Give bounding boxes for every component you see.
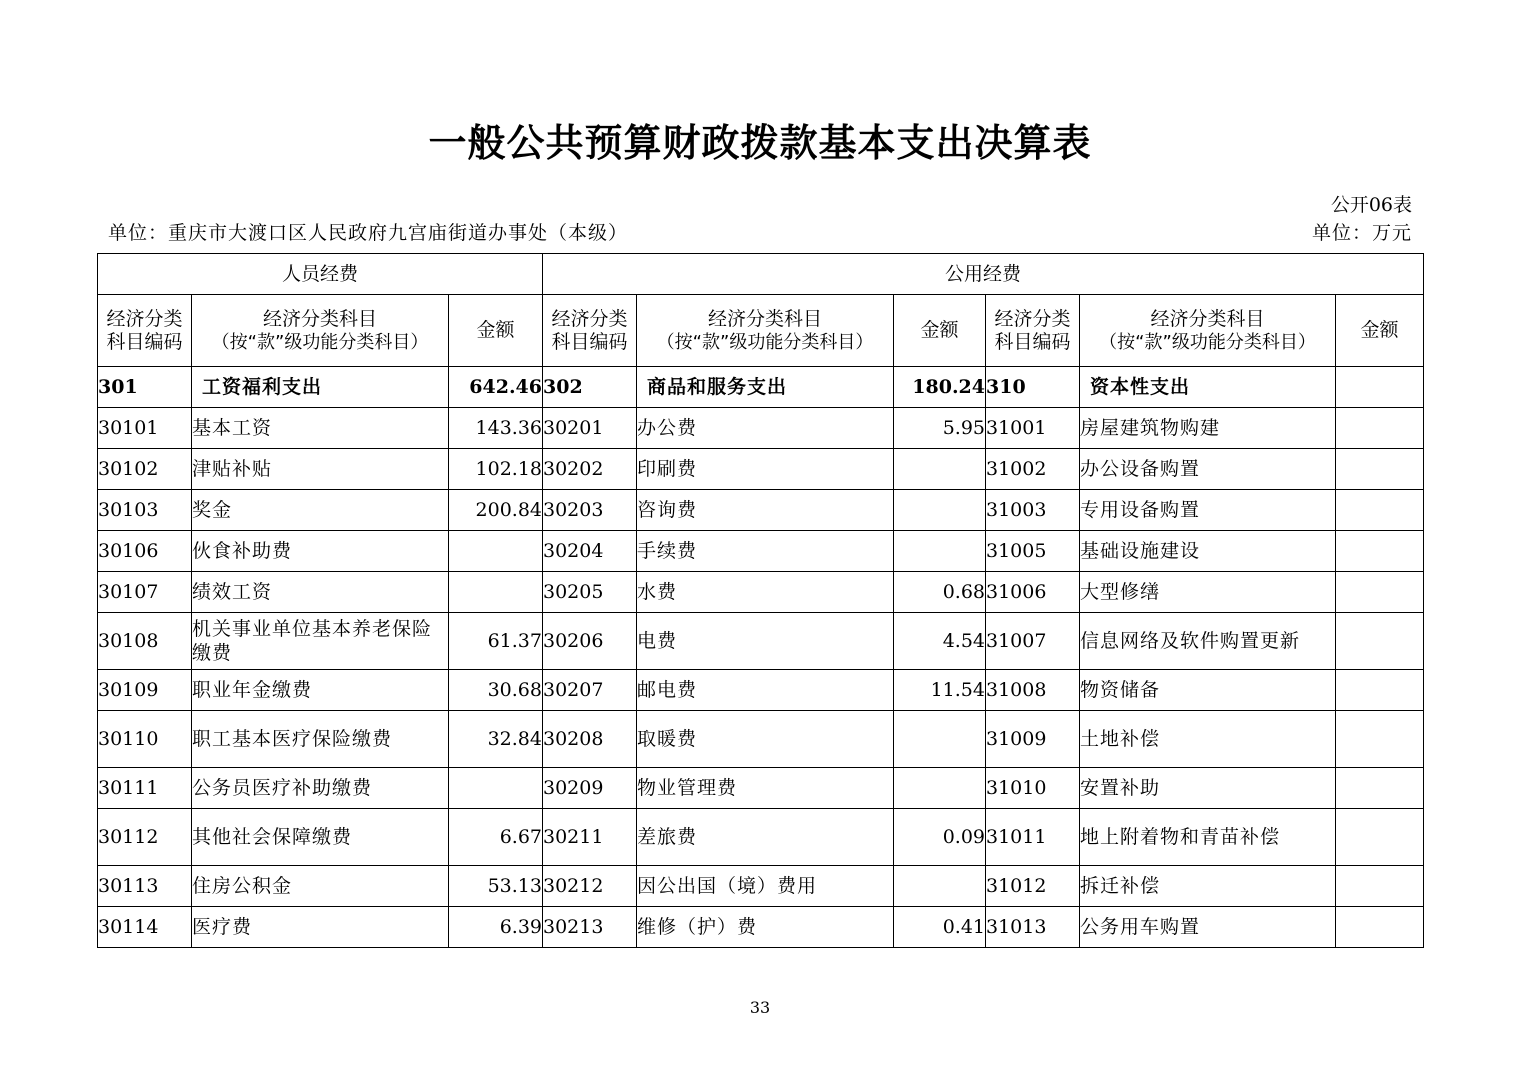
col-header-code-line2: 科目编码 [994, 330, 1071, 353]
amount-cell [894, 711, 986, 768]
item-name-cell: 公务员医疗补助缴费 [192, 768, 449, 809]
item-name-cell: 邮电费 [637, 670, 894, 711]
amount-cell [1336, 449, 1424, 490]
amount-cell: 32.84 [449, 711, 543, 768]
page-number: 33 [749, 998, 771, 1017]
code-cell: 30213 [543, 907, 637, 948]
amount-cell [1336, 367, 1424, 408]
code-cell: 30109 [98, 670, 192, 711]
amount-cell [1336, 768, 1424, 809]
table-row [98, 866, 1424, 907]
code-cell: 31013 [986, 907, 1080, 948]
item-name-cell: 商品和服务支出 [637, 367, 894, 408]
amount-cell: 53.13 [449, 866, 543, 907]
col-header-code-line2: 科目编码 [551, 330, 628, 353]
amount-cell: 180.24 [894, 367, 986, 408]
item-name-cell: 因公出国（境）费用 [637, 866, 894, 907]
code-cell: 31001 [986, 408, 1080, 449]
amount-cell [449, 531, 543, 572]
table-row [98, 490, 1424, 531]
amount-cell: 6.67 [449, 809, 543, 866]
col-header-code [543, 295, 637, 367]
item-name-cell: 拆迁补偿 [1080, 866, 1336, 907]
amount-cell: 30.68 [449, 670, 543, 711]
table-row [98, 613, 1424, 670]
item-name-cell: 印刷费 [637, 449, 894, 490]
item-name-cell: 住房公积金 [192, 866, 449, 907]
table-row [98, 531, 1424, 572]
amount-cell [1336, 613, 1424, 670]
item-name-cell: 取暖费 [637, 711, 894, 768]
amount-cell [1336, 907, 1424, 948]
code-cell: 30203 [543, 490, 637, 531]
item-name-cell: 奖金 [192, 490, 449, 531]
col-header-amount: 金额 [449, 295, 543, 367]
code-cell: 302 [543, 367, 637, 408]
item-name-cell: 职工基本医疗保险缴费 [192, 711, 449, 768]
amount-cell [894, 531, 986, 572]
code-cell: 30106 [98, 531, 192, 572]
amount-cell: 11.54 [894, 670, 986, 711]
page-title: 一般公共预算财政拨款基本支出决算表 [428, 121, 1092, 165]
amount-cell: 642.46 [449, 367, 543, 408]
col-header-name-line1: 经济分类科目 [707, 307, 822, 330]
code-cell: 30211 [543, 809, 637, 866]
code-cell: 31006 [986, 572, 1080, 613]
group-header-personnel: 人员经费 [98, 254, 543, 295]
item-name-cell: 职业年金缴费 [192, 670, 449, 711]
amount-cell [894, 768, 986, 809]
item-name-cell: 办公费 [637, 408, 894, 449]
code-cell: 30204 [543, 531, 637, 572]
amount-cell [1336, 531, 1424, 572]
item-name-cell: 咨询费 [637, 490, 894, 531]
item-name-cell: 电费 [637, 613, 894, 670]
amount-cell [894, 449, 986, 490]
code-cell: 31003 [986, 490, 1080, 531]
item-name-cell: 基础设施建设 [1080, 531, 1336, 572]
amount-cell: 0.09 [894, 809, 986, 866]
group-header-row [98, 254, 1424, 295]
code-cell: 30112 [98, 809, 192, 866]
item-name-cell: 机关事业单位基本养老保险缴费 [192, 613, 449, 670]
col-header-code-line1: 经济分类 [106, 307, 183, 330]
item-name-cell: 大型修缮 [1080, 572, 1336, 613]
code-cell: 30103 [98, 490, 192, 531]
code-cell: 30201 [543, 408, 637, 449]
group-header-public: 公用经费 [543, 254, 1424, 295]
item-name-cell: 医疗费 [192, 907, 449, 948]
item-name-cell: 办公设备购置 [1080, 449, 1336, 490]
item-name-cell: 基本工资 [192, 408, 449, 449]
table-row [98, 449, 1424, 490]
item-name-cell: 其他社会保障缴费 [192, 809, 449, 866]
col-header-amount: 金额 [1336, 295, 1424, 367]
table-row [98, 809, 1424, 866]
code-cell: 30206 [543, 613, 637, 670]
item-name-cell: 津贴补贴 [192, 449, 449, 490]
amount-cell [1336, 572, 1424, 613]
col-header-code-line2: 科目编码 [106, 330, 183, 353]
amount-cell: 61.37 [449, 613, 543, 670]
code-cell: 30202 [543, 449, 637, 490]
amount-cell: 200.84 [449, 490, 543, 531]
amount-cell [1336, 408, 1424, 449]
amount-cell: 0.68 [894, 572, 986, 613]
item-name-cell: 伙食补助费 [192, 531, 449, 572]
amount-cell: 143.36 [449, 408, 543, 449]
code-cell: 301 [98, 367, 192, 408]
code-cell: 31011 [986, 809, 1080, 866]
column-header-row [98, 295, 1424, 367]
col-header-name-line2: （按“款”级功能分类科目） [1099, 331, 1316, 353]
code-cell: 30212 [543, 866, 637, 907]
code-cell: 30113 [98, 866, 192, 907]
col-header-code [986, 295, 1080, 367]
item-name-cell: 维修（护）费 [637, 907, 894, 948]
col-header-name-line2: （按“款”级功能分类科目） [656, 331, 874, 353]
item-name-cell: 工资福利支出 [192, 367, 449, 408]
code-cell: 31008 [986, 670, 1080, 711]
amount-cell [1336, 711, 1424, 768]
code-cell: 31002 [986, 449, 1080, 490]
col-header-code [98, 295, 192, 367]
code-cell: 31007 [986, 613, 1080, 670]
item-name-cell: 差旅费 [637, 809, 894, 866]
amount-cell [894, 490, 986, 531]
item-name-cell: 信息网络及软件购置更新 [1080, 613, 1336, 670]
amount-cell [1336, 490, 1424, 531]
col-header-name [1080, 295, 1336, 367]
table-row [98, 768, 1424, 809]
item-name-cell: 手续费 [637, 531, 894, 572]
code-cell: 30108 [98, 613, 192, 670]
item-name-cell: 物资储备 [1080, 670, 1336, 711]
col-header-code-line1: 经济分类 [551, 307, 628, 330]
item-name-cell: 专用设备购置 [1080, 490, 1336, 531]
item-name-cell: 资本性支出 [1080, 367, 1336, 408]
col-header-code-line1: 经济分类 [994, 307, 1071, 330]
table-row [98, 408, 1424, 449]
table-row [98, 907, 1424, 948]
amount-cell [449, 572, 543, 613]
item-name-cell: 物业管理费 [637, 768, 894, 809]
item-name-cell: 水费 [637, 572, 894, 613]
code-cell: 310 [986, 367, 1080, 408]
amount-cell [1336, 866, 1424, 907]
item-name-cell: 绩效工资 [192, 572, 449, 613]
amount-cell: 5.95 [894, 408, 986, 449]
table-row [98, 367, 1424, 408]
col-header-name-line1: 经济分类科目 [1150, 307, 1265, 330]
currency-unit: 单位：万元 [1311, 222, 1412, 244]
code-cell: 30205 [543, 572, 637, 613]
col-header-amount: 金额 [894, 295, 986, 367]
item-name-cell: 安置补助 [1080, 768, 1336, 809]
item-name-cell: 地上附着物和青苗补偿 [1080, 809, 1336, 866]
item-name-cell: 房屋建筑物购建 [1080, 408, 1336, 449]
code-cell: 31012 [986, 866, 1080, 907]
code-cell: 30207 [543, 670, 637, 711]
table-row [98, 670, 1424, 711]
col-header-name-line2: （按“款”级功能分类科目） [211, 331, 429, 353]
reporting-unit: 单位：重庆市大渡口区人民政府九宫庙街道办事处（本级） [108, 222, 629, 244]
code-cell: 30114 [98, 907, 192, 948]
table-row [98, 572, 1424, 613]
code-cell: 30107 [98, 572, 192, 613]
table-row [98, 711, 1424, 768]
col-header-name [192, 295, 449, 367]
expenditure-table [97, 253, 1424, 948]
amount-cell: 4.54 [894, 613, 986, 670]
amount-cell: 6.39 [449, 907, 543, 948]
code-cell: 30101 [98, 408, 192, 449]
amount-cell: 102.18 [449, 449, 543, 490]
code-cell: 31010 [986, 768, 1080, 809]
amount-cell [449, 768, 543, 809]
code-cell: 30110 [98, 711, 192, 768]
item-name-cell: 公务用车购置 [1080, 907, 1336, 948]
amount-cell [1336, 809, 1424, 866]
code-cell: 30209 [543, 768, 637, 809]
code-cell: 30111 [98, 768, 192, 809]
code-cell: 30102 [98, 449, 192, 490]
form-number: 公开06表 [1330, 194, 1412, 216]
amount-cell: 0.41 [894, 907, 986, 948]
code-cell: 30208 [543, 711, 637, 768]
code-cell: 31005 [986, 531, 1080, 572]
amount-cell [1336, 670, 1424, 711]
col-header-name-line1: 经济分类科目 [262, 307, 377, 330]
col-header-name [637, 295, 894, 367]
item-name-cell: 土地补偿 [1080, 711, 1336, 768]
amount-cell [894, 866, 986, 907]
code-cell: 31009 [986, 711, 1080, 768]
